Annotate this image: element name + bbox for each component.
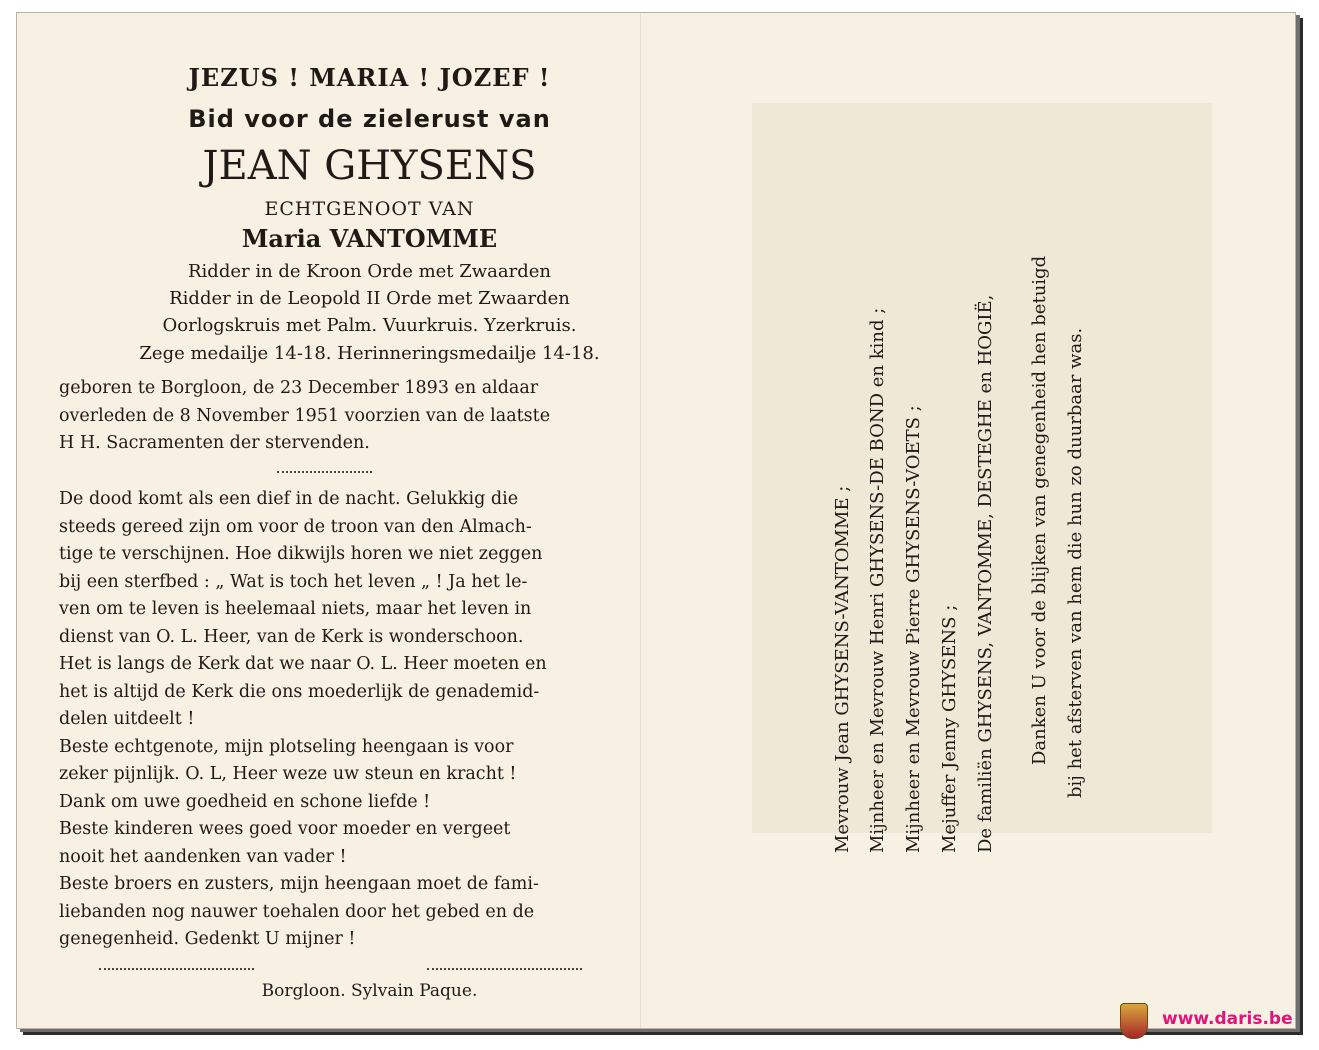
thanks-line: Mejuffer Jenny GHYSENS ; <box>939 604 960 853</box>
honor-line: Zege medailje 14-18. Herinneringsmedailje 14-18. <box>139 343 600 364</box>
birth-death-paragraph <box>59 375 579 458</box>
text-line: genegenheid. Gedenkt U mijner ! <box>59 929 356 949</box>
spouse-label: ECHTGENOOT VAN <box>264 198 475 220</box>
thanks-column <box>1029 163 1059 843</box>
thanks-line: bij het afsterven van hem die hun zo duurbaar was. <box>1065 327 1086 798</box>
text-line: delen uitdeelt ! <box>59 709 195 729</box>
text-line: liebanden nog nauwer toehalen door het gebed en de <box>59 901 535 922</box>
text-line: bij een sterfbed : „ Wat is toch het leven „ ! Ja het le- <box>59 571 528 592</box>
honor-line: Oorlogskruis met Palm. Vuurkruis. Yzerkruis. <box>162 315 577 336</box>
text-line: Beste broers en zusters, mijn heengaan moet de fami- <box>59 874 539 894</box>
dotted-divider <box>277 471 372 473</box>
printer-credit: Borgloon. Sylvain Paque. <box>261 981 478 1001</box>
spouse-name: Maria VANTOMME <box>241 224 498 253</box>
text-line: zeker pijnlijk. O. L, Heer weze uw steun en kracht ! <box>59 764 517 784</box>
dotted-divider <box>99 968 254 970</box>
crest-icon <box>1120 1003 1148 1039</box>
thanks-line: De familiën GHYSENS, VANTOMME, DESTEGHE en HOGIË, <box>975 294 996 853</box>
thanks-column <box>939 163 969 853</box>
honor-line: Ridder in de Leopold II Orde met Zwaarden <box>169 288 570 309</box>
right-page <box>642 13 1295 1028</box>
thanks-column <box>975 163 1005 853</box>
thanks-line: Mijnheer en Mevrouw Pierre GHYSENS-VOETS ; <box>903 405 924 853</box>
invocation-heading: JEZUS ! MARIA ! JOZEF ! <box>188 63 551 92</box>
left-page <box>17 13 642 1028</box>
thanks-column <box>867 163 897 853</box>
text-line: tige te verschijnen. Hoe dikwijls horen we niet zeggen <box>59 544 543 564</box>
watermark-text: www.daris.be <box>1162 1009 1293 1029</box>
text-line: nooit het aandenken van vader ! <box>59 846 347 867</box>
thanks-column <box>832 163 862 853</box>
thanks-column <box>1065 163 1095 843</box>
text-line: het is altijd de Kerk die ons moederlijk de genademid- <box>59 681 540 702</box>
thanks-line: Danken U voor de blijken van genegenheid hen betuigd <box>1029 255 1050 765</box>
thanks-column <box>903 163 933 853</box>
text-line: Beste kinderen wees goed voor moeder en vergeet <box>59 819 511 839</box>
deceased-name: JEAN GHYSENS <box>202 143 537 189</box>
text-line: Dank om uwe goedheid en schone liefde ! <box>59 791 431 812</box>
thanks-line: Mijnheer en Mevrouw Henri GHYSENS-DE BOND en kind ; <box>867 307 888 853</box>
text-line: geboren te Borgloon, de 23 December 1893 en aldaar <box>59 378 539 398</box>
honor-line: Ridder in de Kroon Orde met Zwaarden <box>187 261 552 282</box>
dotted-divider <box>427 968 582 970</box>
text-line: ven om te leven is heelemaal niets, maar het leven in <box>59 599 532 619</box>
memorial-card <box>16 12 1296 1029</box>
text-line: dienst van O. L. Heer, van de Kerk is wonderschoon. <box>59 626 524 647</box>
site-watermark <box>1120 1003 1310 1039</box>
text-line: Het is langs de Kerk dat we naar O. L. Heer moeten en <box>59 654 547 674</box>
memorial-text <box>59 486 639 954</box>
text-line: De dood komt als een dief in de nacht. Gelukkig die <box>59 489 519 509</box>
text-line: steeds gereed zijn om voor de troon van den Almach- <box>59 516 532 537</box>
thanks-line: Mevrouw Jean GHYSENS-VANTOMME ; <box>832 485 853 853</box>
text-line: Beste echtgenote, mijn plotseling heengaan is voor <box>59 736 514 757</box>
prayer-request-heading: Bid voor de zielerust van <box>188 105 551 133</box>
text-line: overleden de 8 November 1951 voorzien van de laatste <box>59 405 551 426</box>
text-line: H H. Sacramenten der stervenden. <box>59 433 370 453</box>
